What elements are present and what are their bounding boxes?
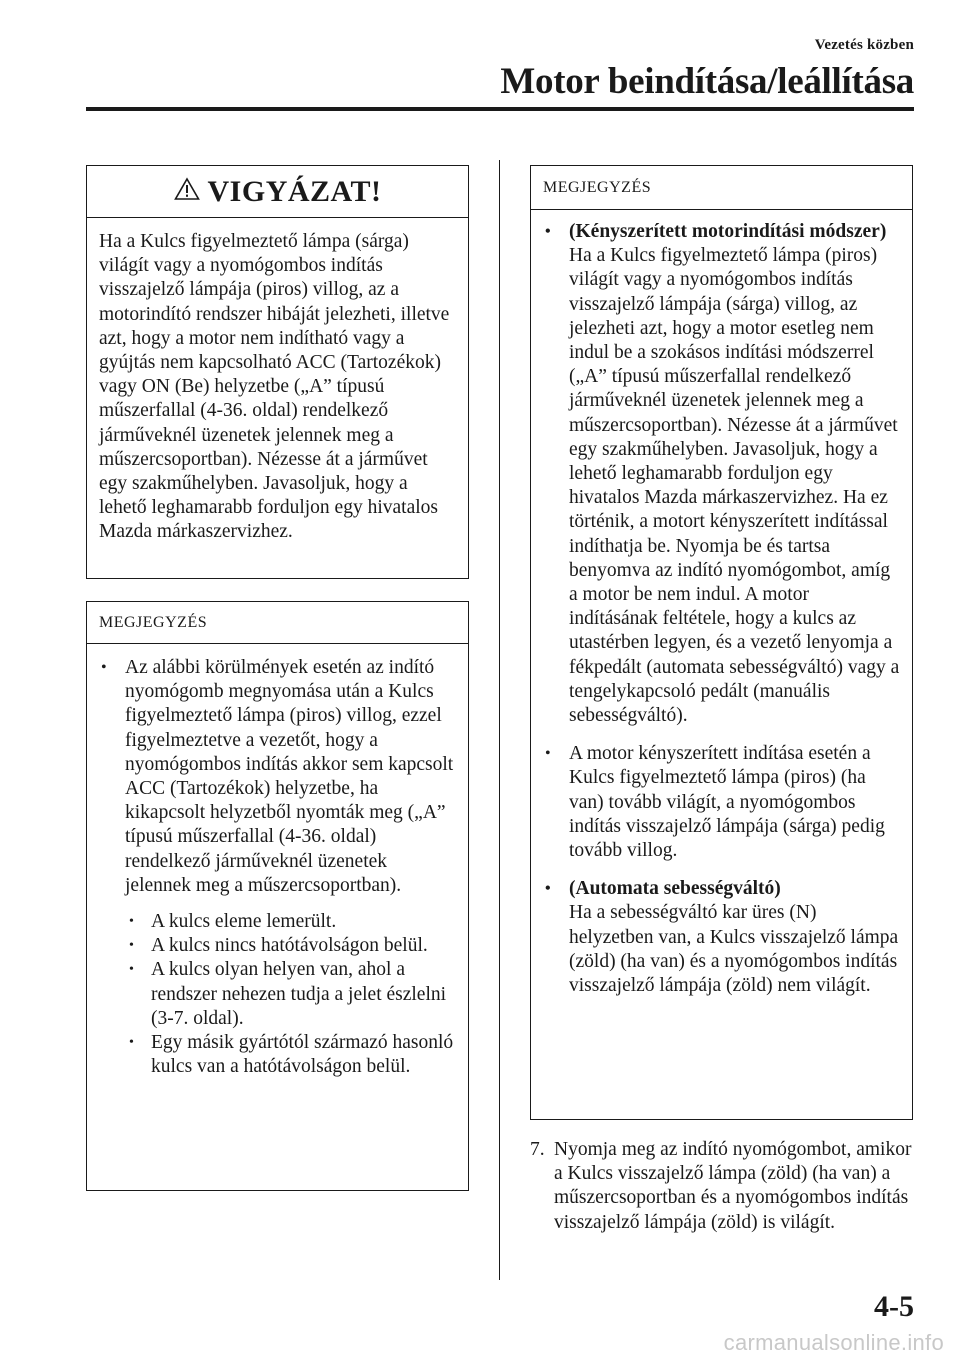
list-item [543, 742, 900, 863]
note-heading: MEGJEGYZÉS [87, 602, 468, 644]
sub-list-item-text: A kulcs eleme lemerült. [151, 911, 337, 933]
header-section: Vezetés közben [814, 37, 914, 53]
sub-bullet-icon: • [129, 914, 134, 930]
warning-triangle-icon [174, 177, 200, 206]
page-number: 4-5 [874, 1290, 914, 1323]
note-box-left [86, 601, 469, 1191]
step-number: 7. [530, 1139, 545, 1160]
bullet-icon: • [545, 223, 551, 240]
sub-list-item [125, 958, 456, 1031]
note-heading: MEGJEGYZÉS [531, 166, 912, 210]
list-item-text: A motor kényszerített indítása esetén a Kulcs figyelmeztető lámpa (piros) (ha van) tovább világít, a nyomógombos indítás visszajelző lámpája (sárga) pedig tovább villog. [569, 743, 885, 862]
list-item-text: Ha a sebességváltó kar üres (N) helyzetben van, a Kulcs visszajelző lámpa (zöld) (ha van) és a nyomógombos indítás visszajelző lámpája (zöld) nem világít. [569, 902, 899, 997]
sub-list [125, 910, 456, 1079]
sub-list-item-text: A kulcs nincs hatótávolságon belül. [151, 935, 428, 957]
list-item-title: (Automata sebességváltó) [569, 878, 781, 900]
sub-list-item [125, 1031, 456, 1079]
sub-bullet-icon: • [129, 1035, 134, 1051]
watermark: carmanualsonline.info [723, 1330, 944, 1355]
warning-body: Ha a Kulcs figyelmeztető lámpa (sárga) világít vagy a nyomógombos indítás visszajelző lámpája (piros) villog, az a motorindító rendszer hibáját jelezheti, illetve azt, hogy a motor nem indítható vagy a gyújtás nem kapcsolható ACC (Tartozékok) vagy ON (Be) helyzetbe („A” típusú műszerfallal (4-36. oldal) rendelkező járműveknél üzenetek jelennek meg a műszercsoportban). Nézesse át a járművet egy szakműhelyben. Javasoljuk, hogy a lehető leghamarabb forduljon egy hivatalos Mazda márkaszervizhez. [99, 231, 450, 543]
list-item-title: (Kényszerített motorindítási módszer) [569, 221, 887, 242]
sub-bullet-icon: • [129, 938, 134, 954]
bullet-icon: • [545, 745, 551, 763]
step-7 [530, 1138, 913, 1235]
list-item-text: Az alábbi körülmények esetén az indító nyomógomb megnyomása után a Kulcs figyelmeztető lámpa (piros) villog, ezzel figyelmeztetve a vezetőt, hogy a nyomógombos indítás akkor sem kapcsolt ACC (Tartozékok) helyzetbe, ha kikapcsolt helyzetből nyomták meg („A” típusú műszerfallal (4-36. oldal) rendelkező járműveknél üzenetek jelennek meg a műszercsoportban). [125, 657, 454, 896]
sub-list-item [125, 910, 456, 934]
list-item [543, 220, 900, 728]
warning-box [86, 165, 469, 579]
column-divider [499, 160, 500, 1280]
sub-bullet-icon: • [129, 962, 134, 978]
bullet-icon: • [545, 880, 551, 898]
warning-header [87, 166, 468, 218]
page-title: Motor beindítása/leállítása [500, 61, 914, 102]
step-text: Nyomja meg az indító nyomógombot, amikor a Kulcs visszajelző lámpa (zöld) (ha van) a műszercsoportban és a nyomógombos indítás visszajelző lámpája (zöld) is világít. [554, 1139, 912, 1233]
list-item-text: Ha a Kulcs figyelmeztető lámpa (piros) világít vagy a nyomógombos indítás visszajelző lámpája (sárga) villog, az jelezheti azt, hogy a motor esetleg nem indul be a szokásos indítási módszerrel („A” típusú műszerfallal rendelkező járműveknél üzenetek jelennek meg a műszercsoportban). Nézesse át a járművet egy szakműhelyben. Javasoljuk, hogy a lehető leghamarabb forduljon egy hivatalos Mazda márkaszervizhez. Ha ez történik, a motort kényszerített indítással indíthatja be. Nyomja be és tartsa benyomva az indító nyomógombot, amíg a motor be nem indul. A motor indításának feltétele, hogy a kulcs az utastérben legyen, és a vezető lenyomja a fékpedált (automata sebességváltó) vagy a tengelykapcsoló pedált (manuális sebességváltó). [569, 245, 900, 727]
note-box-right [530, 165, 913, 1120]
warning-title: VIGYÁZAT! [207, 174, 382, 208]
sub-list-item-text: Egy másik gyártótól származó hasonló kulcs van a hatótávolságon belül. [151, 1032, 454, 1078]
list-item [99, 656, 456, 1079]
sub-list-item-text: A kulcs olyan helyen van, ahol a rendszer nehezen tudja a jelet észlelni (3-7. oldal). [151, 959, 447, 1029]
list-item [543, 877, 900, 998]
sub-list-item [125, 934, 456, 958]
header-rule [86, 107, 914, 111]
bullet-icon: • [101, 659, 107, 676]
